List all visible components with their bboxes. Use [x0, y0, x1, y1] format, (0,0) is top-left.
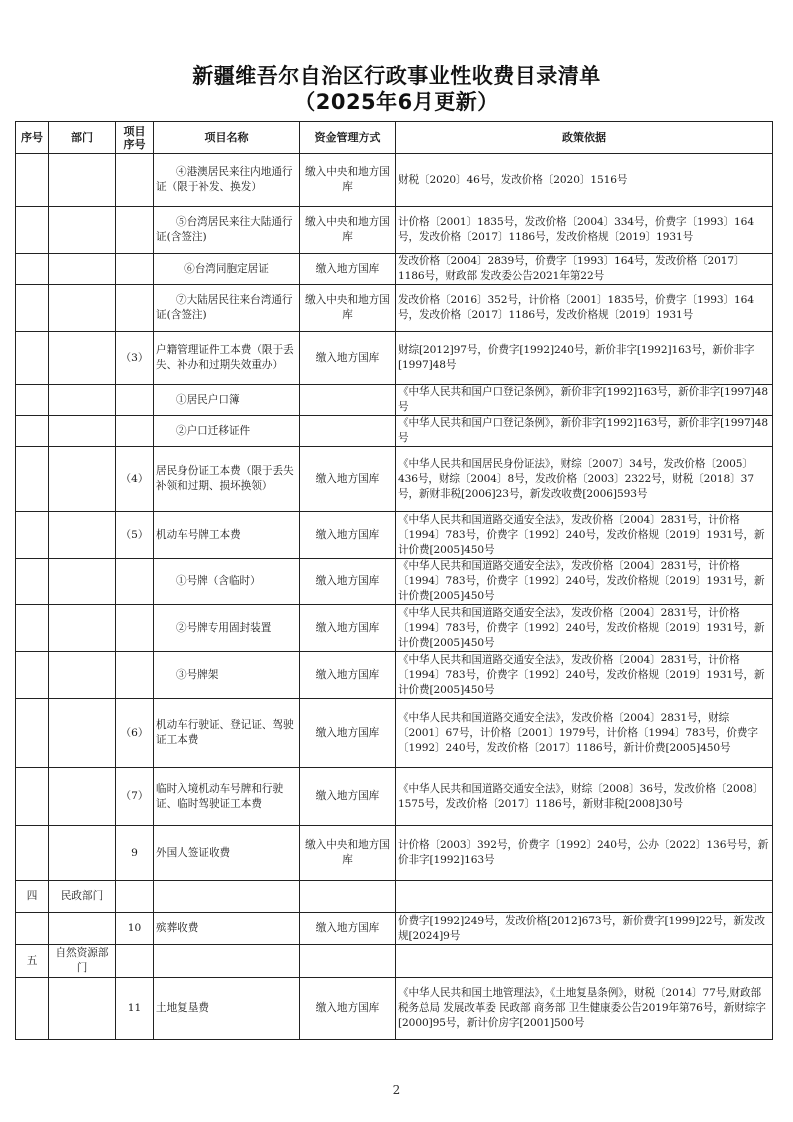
cell-item-seq [116, 652, 154, 699]
cell-item-name: 临时入境机动车号牌和行驶证、临时驾驶证工本费 [154, 768, 300, 826]
cell-item-seq [116, 416, 154, 447]
cell-fund-mgmt [300, 385, 396, 416]
cell-policy: 计价格〔2003〕392号，价费字〔1992〕240号，公办〔2022〕136号号，新价非字[1992]163号 [396, 826, 773, 881]
cell-policy: 《中华人民共和国道路交通安全法》，发改价格〔2004〕2831号，计价格〔1994〕783号，价费字〔1992〕240号，发改价格规〔2019〕1931号，新计价费[2005]450号 [396, 605, 773, 652]
table-row [16, 605, 773, 652]
cell-item-seq: 10 [116, 913, 154, 945]
cell-seq [16, 447, 49, 512]
cell-item-name: 机动车行驶证、登记证、驾驶证工本费 [154, 699, 300, 768]
cell-policy: 《中华人民共和国道路交通安全法》，财综〔2008〕36号，发改价格〔2008〕1575号，发改价格〔2017〕1186号，新财非税[2008]30号 [396, 768, 773, 826]
cell-dept [49, 254, 116, 285]
cell-fund-mgmt: 缴入地方国库 [300, 913, 396, 945]
table-row [16, 154, 773, 207]
cell-item-seq [116, 605, 154, 652]
cell-seq [16, 913, 49, 945]
cell-dept [49, 699, 116, 768]
cell-dept [49, 978, 116, 1040]
cell-policy [396, 945, 773, 978]
fee-catalog-table [15, 121, 773, 1040]
cell-item-name: ①居民户口簿 [154, 385, 300, 416]
cell-seq [16, 652, 49, 699]
cell-seq: 五 [16, 945, 49, 978]
cell-fund-mgmt: 缴入地方国库 [300, 512, 396, 559]
cell-item-seq: 11 [116, 978, 154, 1040]
cell-policy: 《中华人民共和国道路交通安全法》，发改价格〔2004〕2831号，计价格〔1994〕783号，价费字〔1992〕240号，发改价格规〔2019〕1931号，新计价费[2005]450号 [396, 652, 773, 699]
cell-dept [49, 652, 116, 699]
table-row [16, 945, 773, 978]
cell-item-name: ⑤台湾居民来往大陆通行证(含签注) [154, 207, 300, 254]
cell-seq [16, 699, 49, 768]
header-policy: 政策依据 [396, 122, 773, 154]
cell-policy: 价费字[1992]249号，发改价格[2012]673号，新价费字[1999]22号，新发改规[2024]9号 [396, 913, 773, 945]
cell-dept: 自然资源部门 [49, 945, 116, 978]
table-row [16, 768, 773, 826]
cell-item-seq [116, 881, 154, 913]
cell-policy: 财综[2012]97号，价费字[1992]240号，新价非字[1992]163号，新价非字[1997]48号 [396, 332, 773, 385]
cell-fund-mgmt: 缴入中央和地方国库 [300, 285, 396, 332]
header-item-name: 项目名称 [154, 122, 300, 154]
cell-item-seq [116, 945, 154, 978]
cell-policy: 《中华人民共和国道路交通安全法》，发改价格〔2004〕2831号，计价格〔1994〕783号，价费字〔1992〕240号，发改价格规〔2019〕1931号，新计价费[2005]450号 [396, 512, 773, 559]
cell-fund-mgmt [300, 945, 396, 978]
table-row [16, 416, 773, 447]
header-item-seq [116, 122, 154, 154]
cell-item-seq: （4） [116, 447, 154, 512]
cell-item-seq: 9 [116, 826, 154, 881]
cell-seq [16, 254, 49, 285]
table-row [16, 447, 773, 512]
cell-item-seq: （5） [116, 512, 154, 559]
cell-dept [49, 913, 116, 945]
cell-policy: 《中华人民共和国居民身份证法》，财综〔2007〕34号，发改价格〔2005〕436号，财综〔2004〕8号，发改价格〔2003〕2322号，财税〔2018〕37号，新财非税[2006]23号，新发改收费[2006]593号 [396, 447, 773, 512]
table-row [16, 881, 773, 913]
cell-item-name: 土地复垦费 [154, 978, 300, 1040]
cell-item-name: 机动车号牌工本费 [154, 512, 300, 559]
cell-fund-mgmt: 缴入地方国库 [300, 559, 396, 605]
cell-item-seq [116, 207, 154, 254]
cell-fund-mgmt: 缴入中央和地方国库 [300, 154, 396, 207]
cell-fund-mgmt: 缴入地方国库 [300, 768, 396, 826]
cell-seq [16, 605, 49, 652]
cell-dept [49, 826, 116, 881]
table-row [16, 285, 773, 332]
cell-seq [16, 154, 49, 207]
cell-fund-mgmt [300, 881, 396, 913]
cell-item-name [154, 945, 300, 978]
cell-fund-mgmt: 缴入中央和地方国库 [300, 207, 396, 254]
cell-dept [49, 447, 116, 512]
cell-policy: 《中华人民共和国户口登记条例》，新价非字[1992]163号，新价非字[1997]48号 [396, 416, 773, 447]
cell-dept [49, 416, 116, 447]
header-fund-mgmt: 资金管理方式 [300, 122, 396, 154]
cell-seq [16, 978, 49, 1040]
cell-item-name: ①号牌（含临时） [154, 559, 300, 605]
cell-item-seq [116, 385, 154, 416]
cell-item-name: 户籍管理证件工本费（限于丢失、补办和过期失效重办） [154, 332, 300, 385]
table-header-row [16, 122, 773, 154]
cell-seq [16, 285, 49, 332]
cell-item-name: ④港澳居民来往内地通行证（限于补发、换发） [154, 154, 300, 207]
cell-fund-mgmt [300, 416, 396, 447]
cell-item-seq [116, 154, 154, 207]
table-row [16, 207, 773, 254]
table-row [16, 332, 773, 385]
cell-item-name: ③号牌架 [154, 652, 300, 699]
header-item-seq-line2: 序号 [123, 137, 146, 151]
table-row [16, 559, 773, 605]
cell-item-seq: （3） [116, 332, 154, 385]
cell-policy: 《中华人民共和国户口登记条例》，新价非字[1992]163号，新价非字[1997]48号 [396, 385, 773, 416]
cell-item-name: ⑥台湾同胞定居证 [154, 254, 300, 285]
table-row [16, 699, 773, 768]
cell-item-name: 殡葬收费 [154, 913, 300, 945]
cell-seq [16, 559, 49, 605]
cell-dept: 民政部门 [49, 881, 116, 913]
document-title: 新疆维吾尔自治区行政事业性收费目录清单 [192, 64, 601, 88]
cell-policy [396, 881, 773, 913]
cell-seq [16, 826, 49, 881]
cell-seq [16, 385, 49, 416]
cell-dept [49, 605, 116, 652]
cell-fund-mgmt: 缴入地方国库 [300, 978, 396, 1040]
cell-fund-mgmt: 缴入地方国库 [300, 699, 396, 768]
cell-dept [49, 768, 116, 826]
cell-item-seq [116, 559, 154, 605]
cell-policy: 财税〔2020〕46号，发改价格〔2020〕1516号 [396, 154, 773, 207]
cell-seq [16, 332, 49, 385]
cell-dept [49, 512, 116, 559]
table-row [16, 978, 773, 1040]
cell-policy: 《中华人民共和国土地管理法》，《土地复垦条例》，财税〔2014〕77号,财政部 税务总局 发展改革委 民政部 商务部 卫生健康委公告2019年第76号，新财综字[2000]95号，新计价房字[2001]500号 [396, 978, 773, 1040]
table-row [16, 385, 773, 416]
cell-fund-mgmt: 缴入地方国库 [300, 605, 396, 652]
cell-fund-mgmt: 缴入中央和地方国库 [300, 826, 396, 881]
table-row [16, 826, 773, 881]
cell-item-seq: （6） [116, 699, 154, 768]
cell-dept [49, 332, 116, 385]
header-item-seq-line1: 项目 [123, 124, 146, 138]
cell-policy: 计价格〔2001〕1835号，发改价格〔2004〕334号，价费字〔1993〕164号，发改价格〔2017〕1186号，发改价格规〔2019〕1931号 [396, 207, 773, 254]
cell-item-name: ②户口迁移证件 [154, 416, 300, 447]
cell-seq: 四 [16, 881, 49, 913]
document-subtitle: （2025年6月更新） [294, 90, 499, 114]
cell-item-name: ⑦大陆居民往来台湾通行证(含签注) [154, 285, 300, 332]
cell-item-seq [116, 285, 154, 332]
header-dept: 部门 [49, 122, 116, 154]
cell-policy: 《中华人民共和国道路交通安全法》，发改价格〔2004〕2831号，财综〔2001〕67号，计价格〔2001〕1979号，计价格〔1994〕783号，价费字〔1992〕240号，发改价格〔2017〕1186号，新计价费[2005]450号 [396, 699, 773, 768]
page-number: 2 [392, 1083, 401, 1097]
cell-seq [16, 207, 49, 254]
cell-item-name: 外国人签证收费 [154, 826, 300, 881]
cell-dept [49, 385, 116, 416]
cell-dept [49, 207, 116, 254]
cell-policy: 发改价格〔2004〕2839号，价费字〔1993〕164号，发改价格〔2017〕1186号，财政部 发改委公告2021年第22号 [396, 254, 773, 285]
cell-item-name: ②号牌专用固封装置 [154, 605, 300, 652]
cell-policy: 发改价格〔2016〕352号，计价格〔2001〕1835号，价费字〔1993〕164号，发改价格〔2017〕1186号，发改价格规〔2019〕1931号 [396, 285, 773, 332]
cell-dept [49, 559, 116, 605]
cell-item-seq [116, 254, 154, 285]
cell-fund-mgmt: 缴入地方国库 [300, 332, 396, 385]
cell-dept [49, 285, 116, 332]
table-row [16, 913, 773, 945]
cell-policy: 《中华人民共和国道路交通安全法》，发改价格〔2004〕2831号，计价格〔1994〕783号，价费字〔1992〕240号，发改价格规〔2019〕1931号，新计价费[2005]450号 [396, 559, 773, 605]
cell-seq [16, 416, 49, 447]
header-seq: 序号 [16, 122, 49, 154]
table-row [16, 254, 773, 285]
cell-fund-mgmt: 缴入地方国库 [300, 447, 396, 512]
table-row [16, 512, 773, 559]
table-row [16, 652, 773, 699]
cell-seq [16, 512, 49, 559]
cell-item-name: 居民身份证工本费（限于丢失补领和过期、损坏换领） [154, 447, 300, 512]
cell-item-seq: （7） [116, 768, 154, 826]
cell-dept [49, 154, 116, 207]
cell-fund-mgmt: 缴入地方国库 [300, 254, 396, 285]
cell-fund-mgmt: 缴入地方国库 [300, 652, 396, 699]
cell-item-name [154, 881, 300, 913]
cell-seq [16, 768, 49, 826]
